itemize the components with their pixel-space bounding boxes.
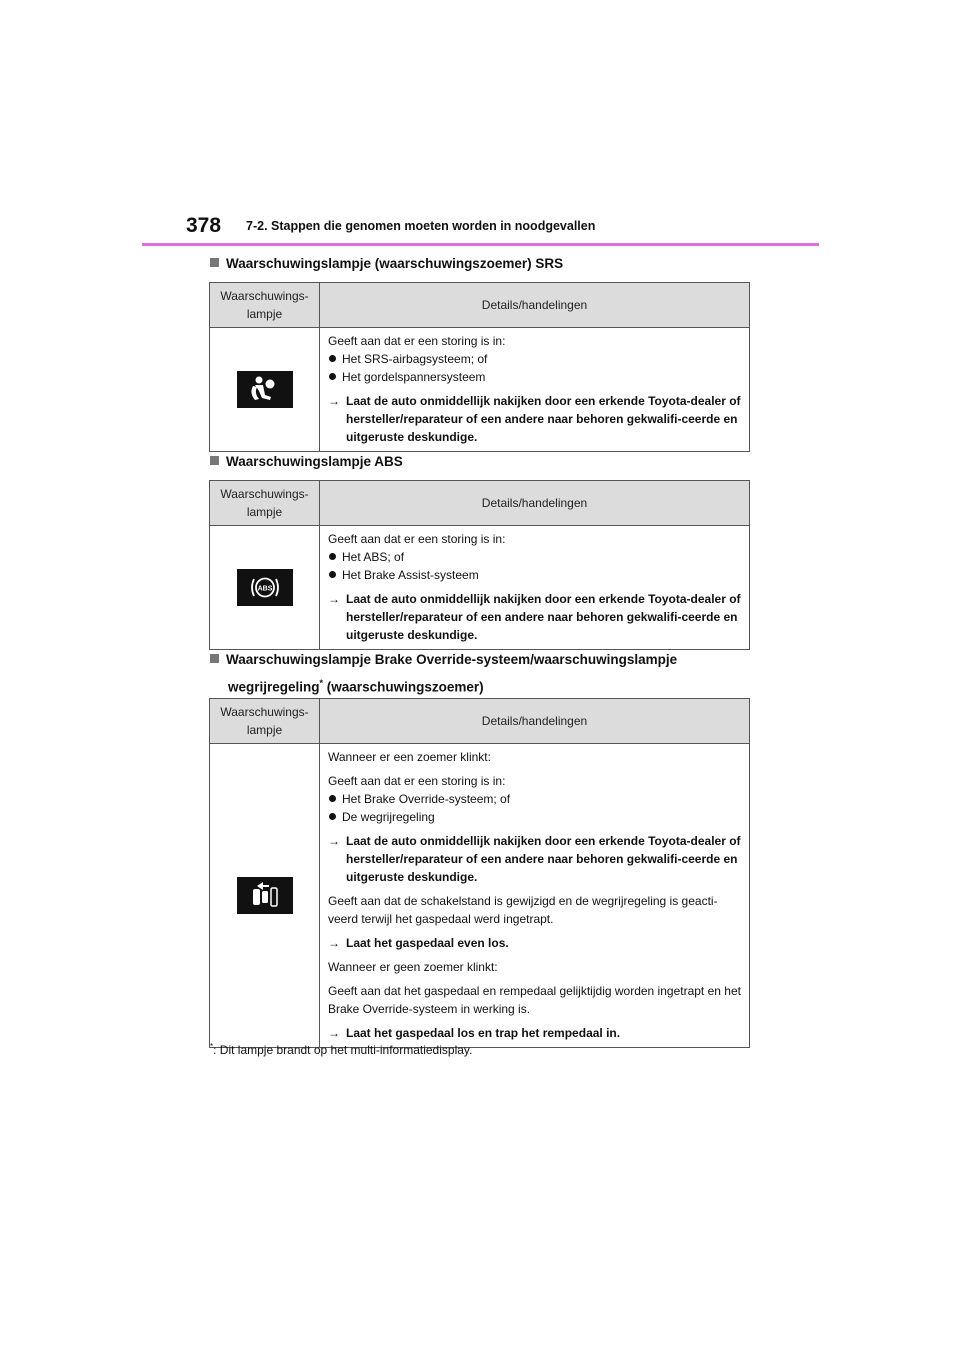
arrow-icon: → bbox=[328, 834, 340, 848]
arrow-icon: → bbox=[328, 394, 340, 408]
list-item: Het Brake Override-systeem; of bbox=[328, 790, 745, 808]
list-item: Het Brake Assist-systeem bbox=[328, 566, 745, 584]
srs-warning-table bbox=[209, 282, 750, 452]
heading-square-icon bbox=[210, 654, 219, 663]
column-header-lamp: Waarschuwings-lampje bbox=[210, 699, 320, 744]
list-item: Het ABS; of bbox=[328, 548, 745, 566]
column-header-lamp: Waarschuwings-lampje bbox=[210, 481, 320, 526]
heading-square-icon bbox=[210, 258, 219, 267]
lamp-cell bbox=[210, 744, 320, 1048]
heading-square-icon bbox=[210, 456, 219, 465]
page-number: 378 bbox=[186, 214, 222, 237]
arrow-icon: → bbox=[328, 936, 340, 950]
airbag-warning-icon bbox=[237, 371, 293, 408]
footnote: *: Dit lampje brandt op het multi-informatiedisplay. bbox=[210, 1042, 473, 1057]
svg-text:ABS: ABS bbox=[257, 585, 272, 593]
lamp-cell bbox=[210, 526, 320, 650]
action-instruction: → Laat de auto onmiddellijk nakijken door een erkende Toyota-dealer of hersteller/reparateur of een andere naar behoren gekwalifi-ceerde en uitgeruste deskundige. bbox=[328, 834, 741, 884]
list-item: Het SRS-airbagsysteem; of bbox=[328, 350, 745, 368]
chapter-title: 7-2. Stappen die genomen moeten worden in noodgevallen bbox=[246, 219, 596, 233]
column-header-lamp: Waarschuwings-lampje bbox=[210, 283, 320, 328]
action-instruction: → Laat het gaspedaal even los. bbox=[328, 936, 509, 950]
details-cell: Geeft aan dat er een storing is in: Het ABS; of Het Brake Assist-systeem → Laat de auto onmiddellijk nakijken door een erkende Toyota-dealer of hersteller/reparateur of een andere naar behoren gekwalifi-ceerde en uitgeruste deskundige. bbox=[320, 526, 750, 650]
abs-warning-table bbox=[209, 480, 750, 650]
arrow-icon: → bbox=[328, 1026, 340, 1040]
header-divider bbox=[142, 243, 819, 246]
action-instruction: → Laat de auto onmiddellijk nakijken door een erkende Toyota-dealer of hersteller/reparateur of een andere naar behoren gekwalifi-ceerde en uitgeruste deskundige. bbox=[328, 592, 741, 642]
section-heading-srs: Waarschuwingslampje (waarschuwingszoemer) SRS bbox=[210, 254, 563, 274]
lamp-cell bbox=[210, 328, 320, 452]
brake-override-warning-table bbox=[209, 698, 750, 1048]
column-header-details: Details/handelingen bbox=[320, 283, 750, 328]
action-instruction: → Laat de auto onmiddellijk nakijken door een erkende Toyota-dealer of hersteller/reparateur of een andere naar behoren gekwalifi-ceerde en uitgeruste deskundige. bbox=[328, 394, 741, 444]
list-item: Het gordelspannersysteem bbox=[328, 368, 745, 386]
section-heading-brake-override: Waarschuwingslampje Brake Override-systeem/waarschuwingslampje wegrijregeling* (waarschuwingszoemer) bbox=[210, 650, 677, 698]
column-header-details: Details/handelingen bbox=[320, 481, 750, 526]
section-heading-abs: Waarschuwingslampje ABS bbox=[210, 452, 403, 472]
details-cell: Wanneer er een zoemer klinkt: Geeft aan dat er een storing is in: Het Brake Override-systeem; of De wegrijregeling → Laat de auto onmiddellijk nakijken door een erkende Toyota-dealer of hersteller/reparateur of een andere naar behoren gekwalifi-ceerde en uitgeruste deskundige. Geeft aan dat de schakelstand is gewijzigd en de wegrijregeling is geacti-veerd terwijl het gaspedaal werd ingetrapt. → Laat het gaspedaal even los. Wanneer er geen zoemer klinkt: Geeft aan dat het gaspedaal en rempedaal gelijktijdig worden ingetrapt en het Brake Override-systeem in werking is. → Laat het gaspedaal los en trap het rempedaal in. bbox=[320, 744, 750, 1048]
brake-override-warning-icon bbox=[237, 877, 293, 914]
column-header-details: Details/handelingen bbox=[320, 699, 750, 744]
details-cell: Geeft aan dat er een storing is in: Het SRS-airbagsysteem; of Het gordelspannersysteem → Laat de auto onmiddellijk nakijken door een erkende Toyota-dealer of hersteller/reparateur of een andere naar behoren gekwalifi-ceerde en uitgeruste deskundige. bbox=[320, 328, 750, 452]
list-item: De wegrijregeling bbox=[328, 808, 745, 826]
action-instruction: → Laat het gaspedaal los en trap het rempedaal in. bbox=[328, 1026, 621, 1040]
abs-warning-icon bbox=[237, 569, 293, 606]
arrow-icon: → bbox=[328, 592, 340, 606]
